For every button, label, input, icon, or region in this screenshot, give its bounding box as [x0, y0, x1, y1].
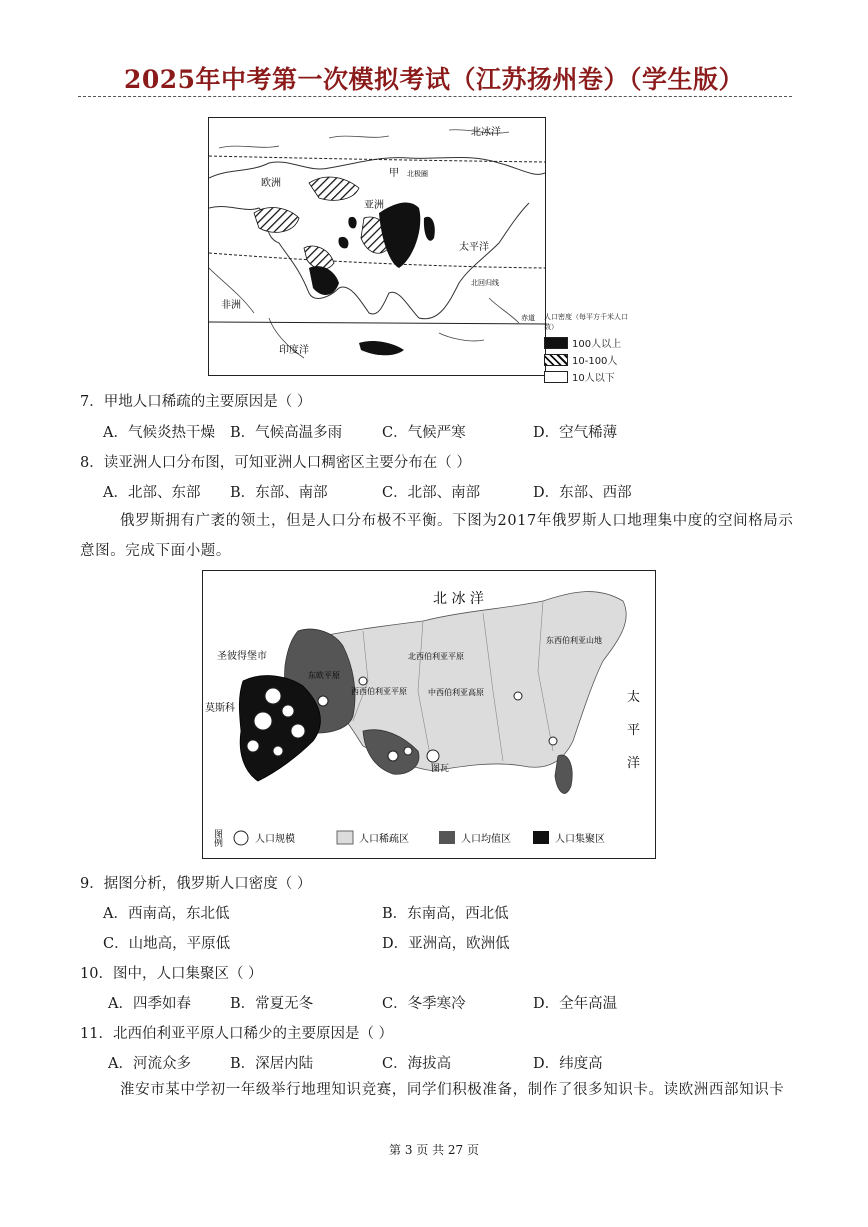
asia-population-map	[208, 117, 546, 376]
q8-option-a: A．北部、东部	[103, 485, 201, 501]
q8-option-b: B．东部、南部	[230, 485, 328, 501]
q8-option-c: C．北部、南部	[382, 485, 481, 501]
label-africa: 非洲	[221, 300, 241, 311]
knowledge-card-paragraph: 淮安市某中学初一年级举行地理知识竞赛，同学们积极准备，制作了很多知识卡。读欧洲西部知识卡	[120, 1082, 785, 1098]
legend-swatch-sparse	[337, 831, 353, 844]
label-arctic-ocean: 北冰洋	[471, 127, 501, 138]
label-equator: 赤道	[521, 314, 535, 322]
russia-population-map	[202, 570, 656, 859]
asia-map-legend	[544, 312, 634, 385]
dense-japan	[424, 217, 435, 241]
population-circle	[359, 677, 367, 685]
label-asia: 亚洲	[364, 200, 384, 211]
legend-circle-icon	[234, 831, 248, 845]
hatched-region-1	[309, 177, 359, 200]
label-moscow: 莫斯科	[205, 703, 235, 714]
legend-label: 10人以下	[572, 373, 615, 384]
label-east-european-plain: 东欧平原	[308, 671, 340, 680]
label-pacific-2: 平	[627, 723, 641, 738]
population-circle	[388, 751, 398, 761]
population-circle	[282, 705, 294, 717]
population-circle	[404, 747, 412, 755]
label-central-siberian-plateau: 中西伯利亚高原	[428, 688, 484, 697]
legend-swatch-white	[544, 371, 568, 383]
population-circle	[427, 750, 439, 762]
label-tropic-of-cancer: 北回归线	[471, 279, 499, 287]
question-7: 7．甲地人口稀疏的主要原因是（ ）	[80, 394, 312, 410]
arctic-islands	[219, 130, 509, 148]
legend-row	[544, 368, 634, 385]
legend-label: 10-100人	[572, 356, 618, 367]
label-europe: 欧洲	[261, 178, 281, 189]
population-circle	[291, 724, 305, 738]
population-circle	[549, 737, 557, 745]
label-east-siberian-mountains: 东西伯利亚山地	[546, 636, 602, 645]
q7-option-d: D．空气稀薄	[533, 425, 618, 441]
population-circle	[273, 746, 283, 756]
question-11: 11．北西伯利亚平原人口稀少的主要原因是（ ）	[80, 1026, 394, 1042]
legend-label: 人口均值区	[461, 834, 511, 845]
legend-row	[544, 334, 634, 351]
legend-label: 100人以上	[572, 339, 622, 350]
population-circle	[254, 712, 272, 730]
asia-map-graphic	[209, 118, 545, 375]
label-pacific-1: 太	[627, 690, 641, 705]
q9-option-a: A．西南高，东北低	[103, 906, 230, 922]
north-coastline	[209, 157, 545, 178]
dense-spot-1	[348, 217, 356, 228]
legend-title: 图例	[212, 829, 222, 847]
dense-east-asia	[379, 203, 420, 268]
legend-swatch-average	[439, 831, 455, 844]
label-st-petersburg: 圣彼得堡市	[217, 651, 267, 662]
header-divider	[78, 96, 792, 97]
q11-option-d: D．纬度高	[533, 1056, 603, 1072]
q7-option-a: A．气候炎热干燥	[103, 425, 215, 441]
russia-map-graphic	[203, 571, 655, 858]
q10-option-c: C．冬季寒冷	[382, 996, 466, 1012]
label-tuva: 图瓦	[431, 764, 450, 774]
q9-option-d: D．亚洲高，欧洲低	[382, 936, 510, 952]
label-west-siberian-plain: 西西伯利亚平原	[351, 687, 407, 696]
question-8: 8．读亚洲人口分布图，可知亚洲人口稠密区主要分布在（ ）	[80, 455, 471, 471]
q11-option-b: B．深居内陆	[230, 1056, 314, 1072]
dense-south-asia	[309, 266, 339, 295]
legend-label: 人口集聚区	[555, 834, 605, 845]
label-indian-ocean: 印度洋	[279, 345, 309, 356]
label-pacific: 太平洋	[459, 242, 489, 253]
dense-java	[359, 341, 404, 355]
population-circle	[318, 696, 328, 706]
hatched-region-2	[254, 208, 299, 233]
q7-option-b: B．气候高温多雨	[230, 425, 343, 441]
question-9: 9．据图分析，俄罗斯人口密度（ ）	[80, 876, 312, 892]
q8-option-d: D．东部、西部	[533, 485, 632, 501]
population-circle	[514, 692, 522, 700]
equator-line	[209, 322, 545, 324]
q10-option-d: D．全年高温	[533, 996, 618, 1012]
legend-swatch-solid	[544, 337, 568, 349]
page-number: 第 3 页 共 27 页	[389, 1143, 479, 1157]
legend-label: 人口规模	[255, 834, 295, 845]
question-10: 10．图中，人口集聚区（ ）	[80, 966, 263, 982]
label-pacific-3: 洋	[627, 756, 641, 771]
q9-option-c: C．山地高，平原低	[103, 936, 231, 952]
page-title: 2025年中考第一次模拟考试（江苏扬州卷）（学生版）	[123, 65, 745, 94]
q11-option-a: A．河流众多	[108, 1056, 191, 1072]
dense-spot-2	[338, 237, 348, 248]
legend-swatch-concentrated	[533, 831, 549, 844]
q10-option-a: A．四季如春	[108, 996, 191, 1012]
legend-label: 人口稀疏区	[359, 834, 409, 845]
tropic-of-cancer-line	[209, 253, 545, 268]
legend-title: 人口密度（每平方千米人口数）	[544, 313, 628, 331]
intro-paragraph: 俄罗斯拥有广袤的领土，但是人口分布极不平衡。下图为2017年俄罗斯人口地理集中度的空间格局示意图。完成下面小题。	[80, 513, 794, 559]
legend-swatch-hatched	[544, 354, 568, 366]
average-region-sakhalin	[555, 755, 572, 793]
label-arctic-ocean: 北 冰 洋	[433, 591, 484, 607]
label-north-siberian-plain: 北西伯利亚平原	[408, 652, 464, 661]
q11-option-c: C．海拔高	[382, 1056, 452, 1072]
hatched-region-3	[304, 246, 334, 269]
legend-row	[544, 351, 634, 368]
label-jia: 甲	[389, 168, 399, 179]
population-circle	[247, 740, 259, 752]
q7-option-c: C．气候严寒	[382, 425, 466, 441]
q10-option-b: B．常夏无冬	[230, 996, 314, 1012]
label-arctic-circle: 北极圈	[407, 170, 428, 178]
q9-option-b: B．东南高，西北低	[382, 906, 509, 922]
population-circle	[265, 688, 281, 704]
